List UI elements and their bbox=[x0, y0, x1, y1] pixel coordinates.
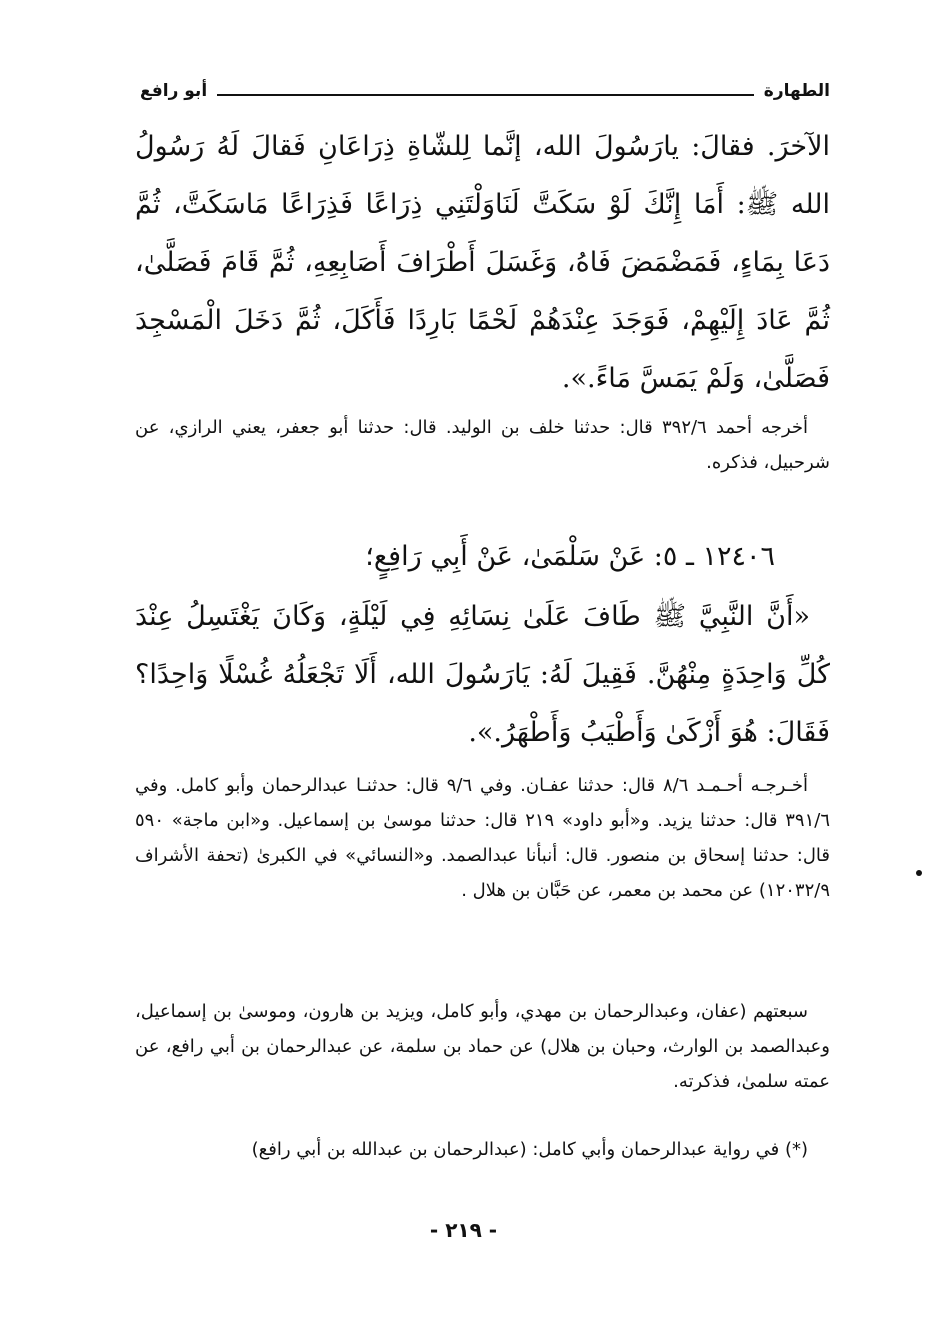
chapter-title: الطهارة bbox=[763, 81, 830, 101]
hadith-heading: ١٢٤٠٦ ـ ٥: عَنْ سَلْمَىٰ، عَنْ أَبِي رَافِعٍ؛ bbox=[365, 541, 775, 572]
musnad-title: أبو رافع bbox=[140, 81, 208, 101]
previous-takhrij: أخرجه أحمد ٣٩٢/٦ قال: حدثنا خلف بن الوليد. قال: حدثنا أبو جعفر، يعني الرازي، عن شرحبيل، فذكره. bbox=[135, 417, 830, 473]
hadith-takhrij: أخـرجـه أحـمـد ٨/٦ قال: حدثنا عفـان. وفي ٩/٦ قال: حدثنـا عبدالرحمان وأبو كامل. وفي ٣٩١/٦ قال: حدثنا يزيد. و«أبو داود» ٢١٩ قال: حدثنا موسىٰ بن إسماعيل. و«ابن ماجة» ٥٩٠ قال: حدثنا إسحاق بن منصور. قال: أنبأنا عبدالصمد. و«النسائي» في الكبرىٰ (تحفة الأشراف ١٢٠٣٢/٩) عن محمد بن معمر، عن حَبَّان بن هلال . bbox=[135, 775, 831, 901]
page-number: - ٢١٩ - bbox=[429, 1218, 498, 1242]
footnote: (*) في رواية عبدالرحمان وأبي كامل: (عبدالرحمان بن عبدالله بن أبي رافع) bbox=[251, 1139, 808, 1160]
margin-dot bbox=[916, 870, 922, 876]
previous-hadith-continuation: الآخرَ. فقالَ: يارَسُولَ الله، إنَّما لِلشّاةِ ذِرَاعَانِ فَقالَ لَهُ رَسُولُ الله ﷺ: أَمَا إِنَّكَ لَوْ سَكَتَّ لَنَاوَلْتَنِي ذِرَاعًا فَذِرَاعًا مَاسَكَتَّ، ثُمَّ دَعَا بِمَاءٍ، فَمَضْمَضَ فَاهُ، وَغَسَلَ أَطْرَافَ أَصَابِعِهِ، ثُمَّ قَامَ فَصَلَّىٰ، ثُمَّ عَادَ إِلَيْهِمْ، فَوَجَدَ عِنْدَهُمْ لَحْمًا بَارِدًا فَأَكَلَ، ثُمَّ دَخَلَ الْمَسْجِدَ فَصَلَّىٰ، وَلَمْ يَمَسَّ مَاءً.». bbox=[135, 131, 830, 394]
isnad-summary: سبعتهم (عفان، وعبدالرحمان بن مهدي، وأبو كامل، ويزيد بن هارون، وموسىٰ بن إسماعيل، وعبدالصمد بن الوارث، وحبان بن هلال) عن حماد بن سلمة، عن عبدالرحمان بن أبي رافع، عن عمته سلمىٰ، فذكرته. bbox=[135, 1001, 830, 1092]
header-rule bbox=[217, 94, 754, 96]
hadith-text: «أَنَّ النَّبِيَّ ﷺ طَافَ عَلَىٰ نِسَائِهِ فِي لَيْلَةٍ، وَكَانَ يَغْتَسِلُ عِنْدَ كُلِّ وَاحِدَةٍ مِنْهُنَّ. فَقِيلَ لَهُ: يَارَسُولَ الله، أَلَا تَجْعَلُهُ غُسْلًا وَاحِدًا؟ فَقَالَ: هُوَ أَزْكَىٰ وَأَطْيَبُ وَأَطْهَرُ.». bbox=[135, 601, 830, 748]
running-header bbox=[140, 76, 830, 106]
